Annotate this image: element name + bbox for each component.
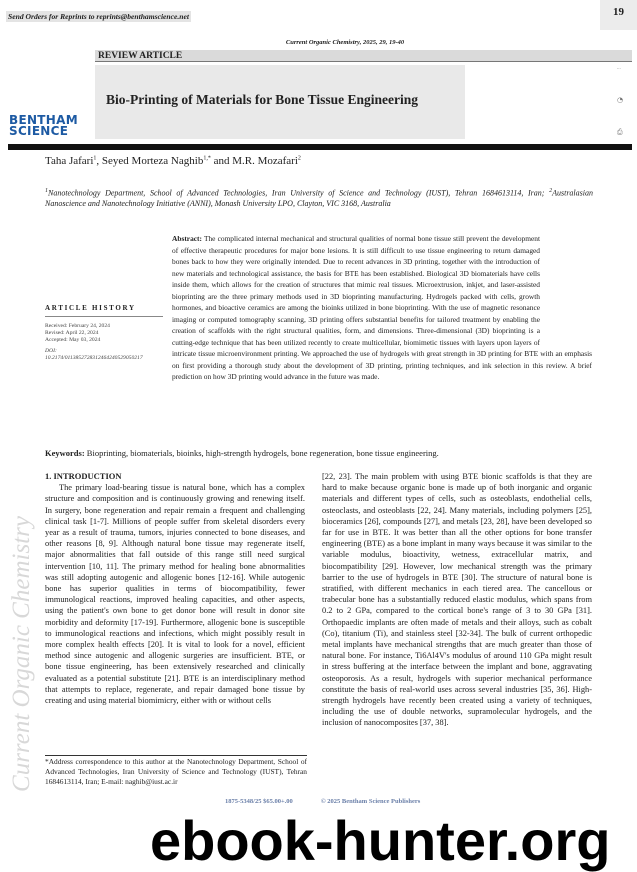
abstract-label: Abstract:: [172, 234, 202, 243]
copyright: © 2025 Bentham Science Publishers: [320, 798, 421, 805]
header-divider: [8, 144, 632, 150]
page-footer: [225, 798, 448, 805]
publisher-logo: [9, 115, 78, 137]
author-name: , Seyed Morteza Naghib: [96, 155, 204, 167]
section-heading: 1. INTRODUCTION: [45, 471, 122, 481]
footnote-rule: [45, 755, 307, 756]
correspondence-footnote: *Address correspondence to this author at the Nanotechnology Department, School of Advanced Technologies, Iran University of Science and Technology (IUST), Tehran 1684613114, Iran; E-mail: naghib@iust.ac.ir: [45, 757, 307, 786]
article-history-title: ARTICLE HISTORY: [45, 304, 163, 317]
revised-date: Revised: April 22, 2024: [45, 329, 99, 336]
doi-link[interactable]: 10.2174/0113852728312464240529050217: [45, 355, 143, 362]
crossmark-dots-icon: ···: [617, 66, 621, 71]
author-affil: 1: [93, 155, 97, 162]
author-affil: 1,*: [203, 155, 211, 162]
journal-side-title: Current Organic Chemistry: [8, 516, 35, 792]
author-name: Taha Jafari: [45, 155, 94, 167]
page-number: 19: [600, 0, 637, 30]
keywords-text: Bioprinting, biomaterials, bioinks, high-strength hydrogels, bone regeneration, bone tissue engineering.: [84, 448, 439, 458]
logo-line-1: BENTHAM: [9, 113, 78, 127]
author-name: and M.R. Mozafari: [210, 155, 298, 167]
watermark: ebook-hunter.org: [150, 809, 611, 872]
author-list: [45, 155, 301, 167]
print-icon[interactable]: ⎙: [617, 128, 623, 136]
abstract-text: The complicated internal mechanical and structural qualities of normal bone tissue still prevent the development of effective therapeutic procedures for major bone lesions. It is still difficult to use tissue engineering to return damaged bones back to how they were originally intended. Due to recent advances in 3D printing, together with the introduction of new materials and technological assistance, the basis for BTE has been established. Biological 3D biomaterials have cells inside them, which allows for the creation of structures that mimic real tissues. Microextrusion, inkjet, and laser-assisted bioprinting are the three primary methods used in 3D bioprinting manufacturing. Hydrogels packed with cells, growth hormones, and bioactive ceramics are among the bioinks utilized in bone bioprinting. With the use of magnetic resonance imaging or computed tomography scanning, 3D printing offers substantial benefits for tailored treatment by enabling the creation of scaffolds with the right structural qualities, form, and dimensions. Three-dimensional (3D) bioprinting is a cutting-edge technique that has been utilized recently to create multicellular, biomimetic tissues with layers upon layers of intricate tissue microenvironment printing. We approached the use of hydrogels with great strength in 3D printing for BTE with an emphasis on first providing a thorough study about the development of 3D printing, printing techniques, and ink selection in this review. A brief prediction on how 3D printing would advance in the future was made.: [172, 234, 592, 381]
affil-number: 1: [45, 188, 48, 194]
abstract-spacer: [540, 233, 592, 347]
affil-text: Nanotechnology Department, School of Advanced Technologies, Iran University of Science and Technology (IUST), Tehran 1684613114, Iran;: [48, 188, 550, 198]
journal-citation: Current Organic Chemistry, 2025, 29, 19-40: [285, 39, 405, 46]
affil-text: Australasian Nanoscience and Nanotechnology Initiative (ANNI), Monash University LPO, Clayton, VIC 3168, Australia: [45, 188, 593, 209]
keywords-label: Keywords:: [45, 448, 85, 458]
right-column: [322, 471, 592, 729]
doi-label: DOI:: [45, 348, 57, 355]
body-paragraph: The primary load-bearing tissue is natural bone, which has a complex structure and composition and is continuously growing and renewing itself. In surgery, bone regeneration and repair remain a frequent and challenging clinical task [1-7]. Millions of people suffer from skeletal disorders every year as a result of trauma, tumors, injuries connected to bone diseases, and other reasons [8, 9]. Although natural bone tissue may regenerate itself, major abnormalities that fall outside of this range still need surgical intervention [10, 11]. The primary method for healing bone abnormalities was still adopting autogenic and allogenic bones [12-16]. While autogenic bone has superior qualities in terms of biocompatibility, fewer immunological reactions, improved healing capacities, and other aspects, using the patient's own bone to get donor bone will result in donor site morbidity and deformity [17-19]. Furthermore, allogenic bone is susceptible to immunological reactions and infections, which might possibly result in more complex health effects [20]. It is vital to look for a novel, efficient method since autogenic and allogenic surgeries are insufficient. BTE, or bone tissue engineering, has been extensively researched and clinically evaluated as a potential substitute [21]. BTE is an interdisciplinary method that attempts to replace, regenerate, and repair damaged bone tissue by creating and using material biomimicry, either with or without cells: [45, 483, 305, 706]
accepted-date: Accepted: May 03, 2024: [45, 336, 101, 343]
affiliations: [45, 186, 593, 210]
logo-line-2: SCIENCE: [9, 124, 69, 138]
article-type-bar: REVIEW ARTICLE: [95, 50, 632, 62]
keywords: [45, 448, 439, 458]
body-paragraph: [22, 23]. The main problem with using BTE bionic scaffolds is that they are hard to make because organic bone is made up of both inorganic and organic materials and different types of cells, such as osteoblasts, endothelial cells, osteoclasts, and osteoblasts [22, 24]. Many materials, including polymers [25], bioceramics [26], compounds [27], and metals [23, 28], have been developed so far for use in BTE. It was better than all the other options for bone transfer engineering (BTE) as a bone implant in many ways because it was similar to the variable modulus, bioactivity, wetness, extracellular matrix, and biocompatibility [29]. However, low mechanical strength was the primary barrier to the use of hydrogels in BTE [30]. The structure of natural bone is stratified, with different mechanics in each tiered area. The cancellous or trabecular bone has a substantially reduced elastic modulus, which spans from 0.2 to 2 GPa, compared to the cortical bone's range of 3 to 30 GPa [31]. Orthopaedic implants are often made of metals and their alloys, such as cobalt (Co), titanium (Ti), and stainless steel [32-34]. The bulk of current orthopedic metal implants have mechanical strengths that are much greater than those of natural bone. For instance, Ti6Al4V's modulus of around 110 GPa might result in stress buffering at the interface between the implant and bone, aggravating osteoporosis. As a result, hydrogels with superior mechanical performance constitute the basis of real-world uses across several industries [35, 36]. High-strength hydrogels have recently been created using a variety of techniques, including the use of double networks, supramolecular hydrogels, and the inclusion of nanocomposites [37, 38].: [322, 472, 592, 728]
article-history: [45, 304, 163, 362]
article-title: Bio-Printing of Materials for Bone Tissue Engineering: [106, 92, 419, 107]
abstract: [172, 233, 592, 383]
open-access-icon[interactable]: ◔: [617, 96, 624, 104]
received-date: Received: February 24, 2024: [45, 323, 110, 329]
left-column: [45, 471, 305, 706]
affil-number: 2: [549, 188, 553, 194]
author-affil: 2: [297, 155, 301, 162]
issn-price: 1875-5348/25 $65.00+.00: [225, 798, 293, 805]
reprint-notice: Send Orders for Reprints to reprints@benthamscience.net: [8, 12, 189, 21]
